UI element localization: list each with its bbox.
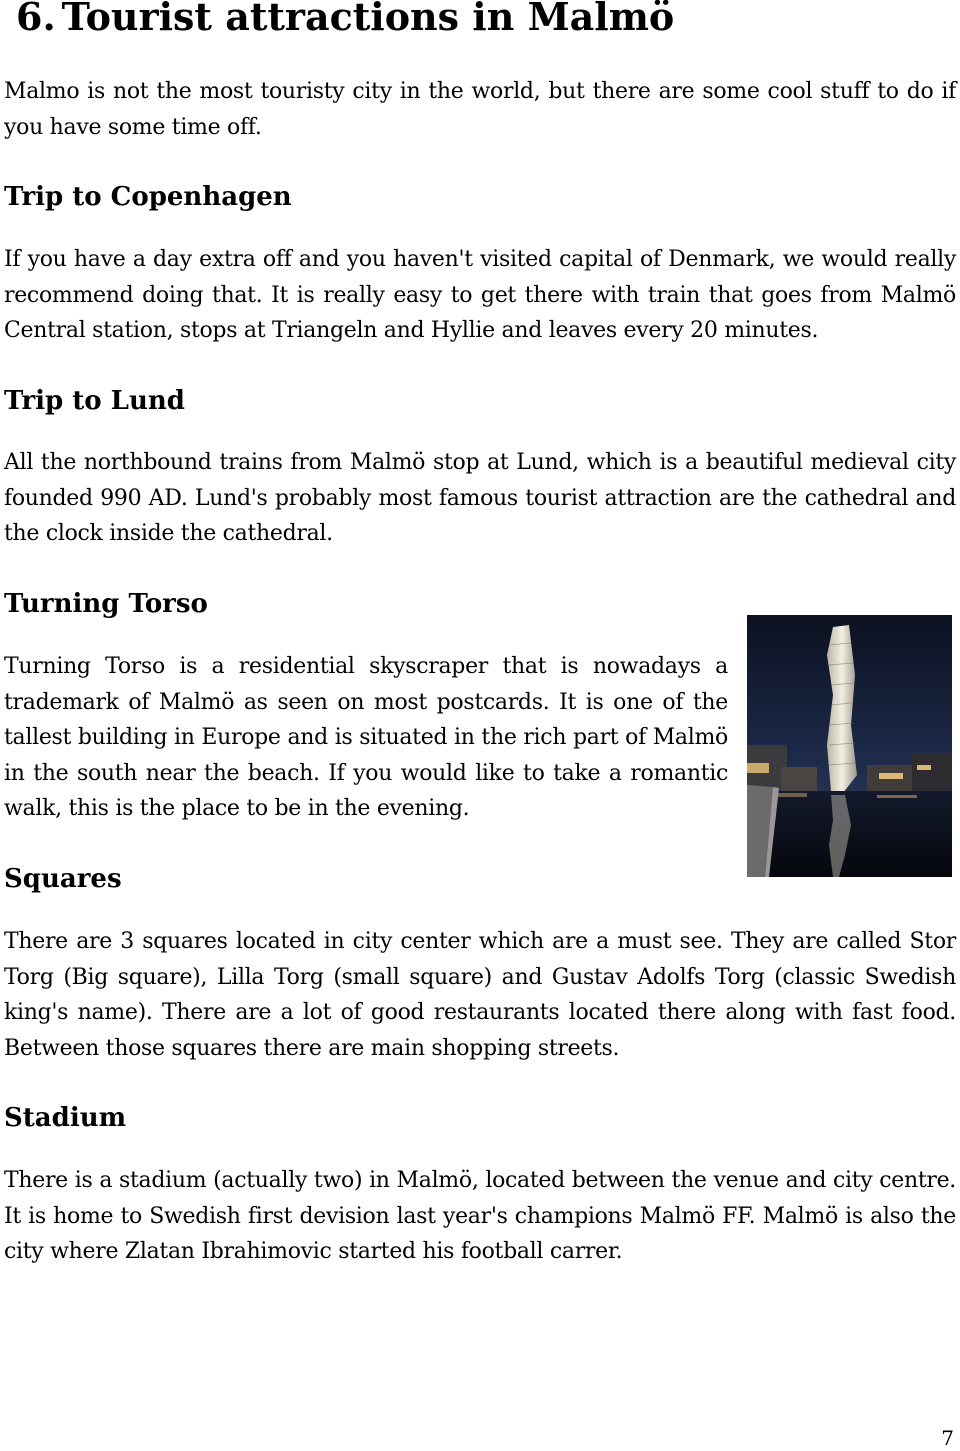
turning-torso-block bbox=[4, 649, 728, 827]
page-number: 7 bbox=[941, 1426, 954, 1450]
paragraph-trip-copenhagen: If you have a day extra off and you haven't visited capital of Denmark, we would really recommend doing that. It is really easy to get there with train that goes from Malmö Central station, stops at Triangeln and Hyllie and leaves every 20 minutes. bbox=[4, 247, 956, 343]
paragraph-trip-lund: All the northbound trains from Malmö stop at Lund, which is a beautiful medieval city founded 990 AD. Lund's probably most famous tourist attraction are the cathedral and the clock inside the cathedral. bbox=[4, 450, 956, 546]
heading-turning-torso: Turning Torso bbox=[4, 589, 208, 619]
intro-block bbox=[4, 74, 956, 145]
intro-paragraph: Malmo is not the most touristy city in the world, but there are some cool stuff to do if you have some time off. bbox=[4, 79, 956, 140]
heading-stadium: Stadium bbox=[4, 1103, 127, 1133]
heading-squares: Squares bbox=[4, 864, 122, 894]
squares-block bbox=[4, 924, 956, 1066]
turning-torso-photo bbox=[747, 615, 952, 877]
heading-trip-lund-block bbox=[4, 386, 185, 417]
heading-trip-lund: Trip to Lund bbox=[4, 386, 185, 416]
paragraph-stadium: There is a stadium (actually two) in Malmö, located between the venue and city centre. It is home to Swedish first devision last year's champions Malmö FF. Malmö is also the city where Zlatan Ibrahimovic started his football carrer. bbox=[4, 1168, 956, 1264]
copenhagen-block bbox=[4, 242, 956, 349]
lund-block bbox=[4, 445, 956, 552]
section-title-text: Tourist attractions in Malmö bbox=[61, 0, 675, 39]
section-number: 6. bbox=[16, 0, 56, 39]
heading-squares-block bbox=[4, 864, 122, 895]
page-title bbox=[16, 0, 674, 40]
heading-stadium-block bbox=[4, 1103, 126, 1134]
heading-trip-copenhagen: Trip to Copenhagen bbox=[4, 182, 292, 212]
heading-trip-copenhagen-block bbox=[4, 182, 292, 213]
stadium-block bbox=[4, 1163, 956, 1270]
paragraph-squares: There are 3 squares located in city center which are a must see. They are called Stor Torg (Big square), Lilla Torg (small square) and Gustav Adolfs Torg (classic Swedish king's name). There are a lot of good restaurants located there along with fast food. Between those squares there are main shopping streets. bbox=[4, 929, 956, 1061]
paragraph-turning-torso: Turning Torso is a residential skyscraper that is nowadays a trademark of Malmö as seen on most postcards. It is one of the tallest building in Europe and is situated in the rich part of Malmö in the south near the beach. If you would like to take a romantic walk, this is the place to be in the evening. bbox=[4, 654, 728, 821]
heading-turning-torso-block bbox=[4, 589, 208, 620]
